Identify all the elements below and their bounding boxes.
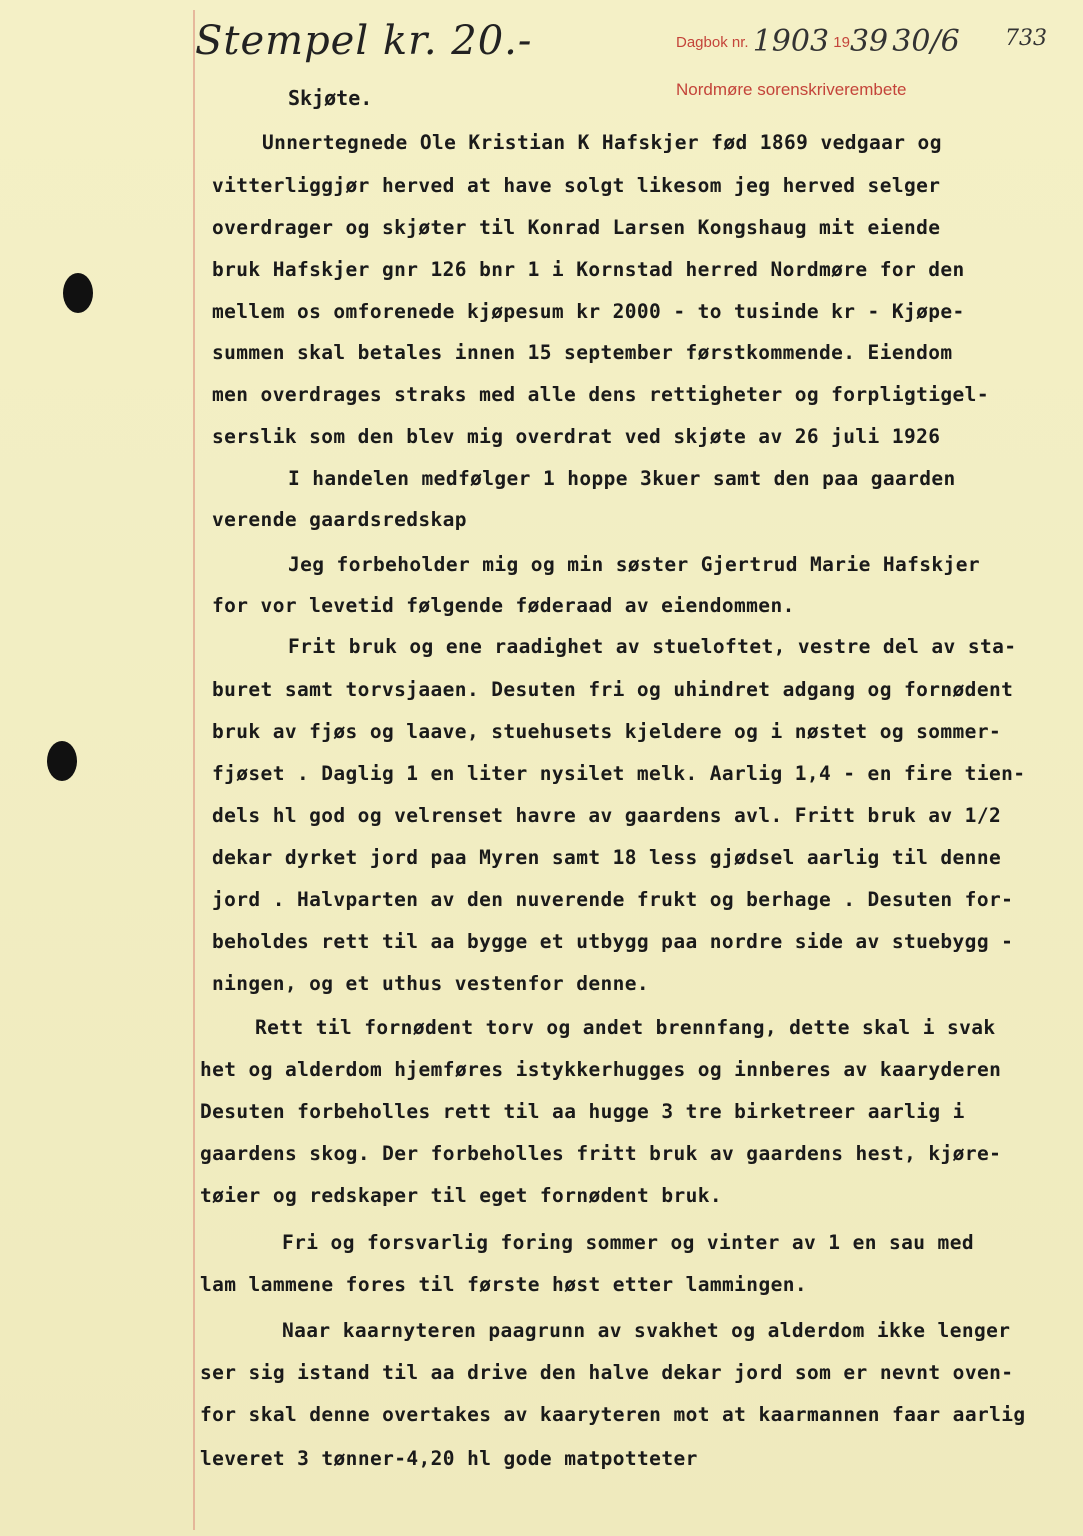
text-line: mellem os omforenede kjøpesum kr 2000 - to tusinde kr - Kjøpe- bbox=[212, 300, 965, 323]
text-line: vitterliggjør herved at have solgt likesom jeg herved selger bbox=[212, 174, 941, 197]
office-stamp: Nordmøre sorenskriverembete bbox=[676, 80, 907, 99]
text-line: for skal denne overtakes av kaaryteren mot at kaarmannen faar aarlig bbox=[200, 1403, 1026, 1426]
text-line: fjøset . Daglig 1 en liter nysilet melk. Aarlig 1,4 - en fire tien- bbox=[212, 762, 1026, 785]
text-line: verende gaardsredskap bbox=[212, 508, 467, 531]
text-line: Unnertegnede Ole Kristian K Hafskjer fød 1869 vedgaar og bbox=[262, 131, 942, 154]
text-line: men overdrages straks med alle dens rettigheter og forpligtigel- bbox=[212, 383, 989, 406]
text-line: bruk Hafskjer gnr 126 bnr 1 i Kornstad herred Nordmøre for den bbox=[212, 258, 965, 281]
text-line: leveret 3 tønner-4,20 hl gode matpotteter bbox=[200, 1447, 698, 1470]
text-line: serslik som den blev mig overdrat ved skjøte av 26 juli 1926 bbox=[212, 425, 941, 448]
text-line: I handelen medfølger 1 hoppe 3kuer samt den paa gaarden bbox=[288, 467, 956, 490]
punch-hole-top bbox=[63, 273, 93, 313]
text-line: jord . Halvparten av den nuverende frukt og berhage . Desuten for- bbox=[212, 888, 1014, 911]
text-line: Naar kaarnyteren paagrunn av svakhet og alderdom ikke lenger bbox=[282, 1319, 1011, 1342]
text-line: bruk av fjøs og laave, stuehusets kjeldere og i nøstet og sommer- bbox=[212, 720, 1002, 743]
diary-stamp bbox=[676, 24, 960, 59]
document-heading: Skjøte. bbox=[288, 86, 373, 110]
text-line: Rett til fornødent torv og andet brennfang, dette skal i svak bbox=[255, 1016, 996, 1039]
text-line: gaardens skog. Der forbeholles fritt bruk av gaardens hest, kjøre- bbox=[200, 1142, 1002, 1165]
text-line: Desuten forbeholles rett til aa hugge 3 tre birketreer aarlig i bbox=[200, 1100, 965, 1123]
text-line: dekar dyrket jord paa Myren samt 18 less gjødsel aarlig til denne bbox=[212, 846, 1002, 869]
text-line: for vor levetid følgende føderaad av eiendommen. bbox=[212, 594, 795, 617]
stamp-prefix: Dagbok nr. bbox=[676, 34, 749, 51]
text-line: dels hl god og velrenset havre av gaardens avl. Fritt bruk av 1/2 bbox=[212, 804, 1002, 827]
text-line: buret samt torvsjaaen. Desuten fri og uhindret adgang og fornødent bbox=[212, 678, 1014, 701]
text-line: overdrager og skjøter til Konrad Larsen Kongshaug mit eiende bbox=[212, 216, 941, 239]
text-line: Frit bruk og ene raadighet av stueloftet, vestre del av sta- bbox=[288, 635, 1017, 658]
text-line: lam lammene fores til første høst etter lammingen. bbox=[200, 1273, 807, 1296]
text-line: het og alderdom hjemføres istykkerhugges og innberes av kaaryderen bbox=[200, 1058, 1002, 1081]
text-line: Fri og forsvarlig foring sommer og vinter av 1 en sau med bbox=[282, 1231, 974, 1254]
margin-rule bbox=[193, 10, 195, 1530]
text-line: beholdes rett til aa bygge et utbygg paa nordre side av stuebygg - bbox=[212, 930, 1014, 953]
diary-number: 1903 bbox=[752, 24, 830, 59]
text-line: Jeg forbeholder mig og min søster Gjertrud Marie Hafskjer bbox=[288, 553, 980, 576]
stamp-year-handwritten: 39 bbox=[849, 24, 889, 59]
text-line: ser sig istand til aa drive den halve dekar jord som er nevnt oven- bbox=[200, 1361, 1014, 1384]
stamp-duty-note: Stempel kr. 20.- bbox=[195, 18, 533, 64]
stamp-year-printed: 19 bbox=[833, 34, 850, 51]
text-line: tøier og redskaper til eget fornødent bruk. bbox=[200, 1184, 723, 1207]
text-line: summen skal betales innen 15 september førstkommende. Eiendom bbox=[212, 341, 953, 364]
text-line: ningen, og et uthus vestenfor denne. bbox=[212, 972, 650, 995]
stamp-date: 30/6 bbox=[892, 24, 960, 59]
page-number: 733 bbox=[1005, 26, 1047, 51]
punch-hole-bottom bbox=[47, 741, 77, 781]
